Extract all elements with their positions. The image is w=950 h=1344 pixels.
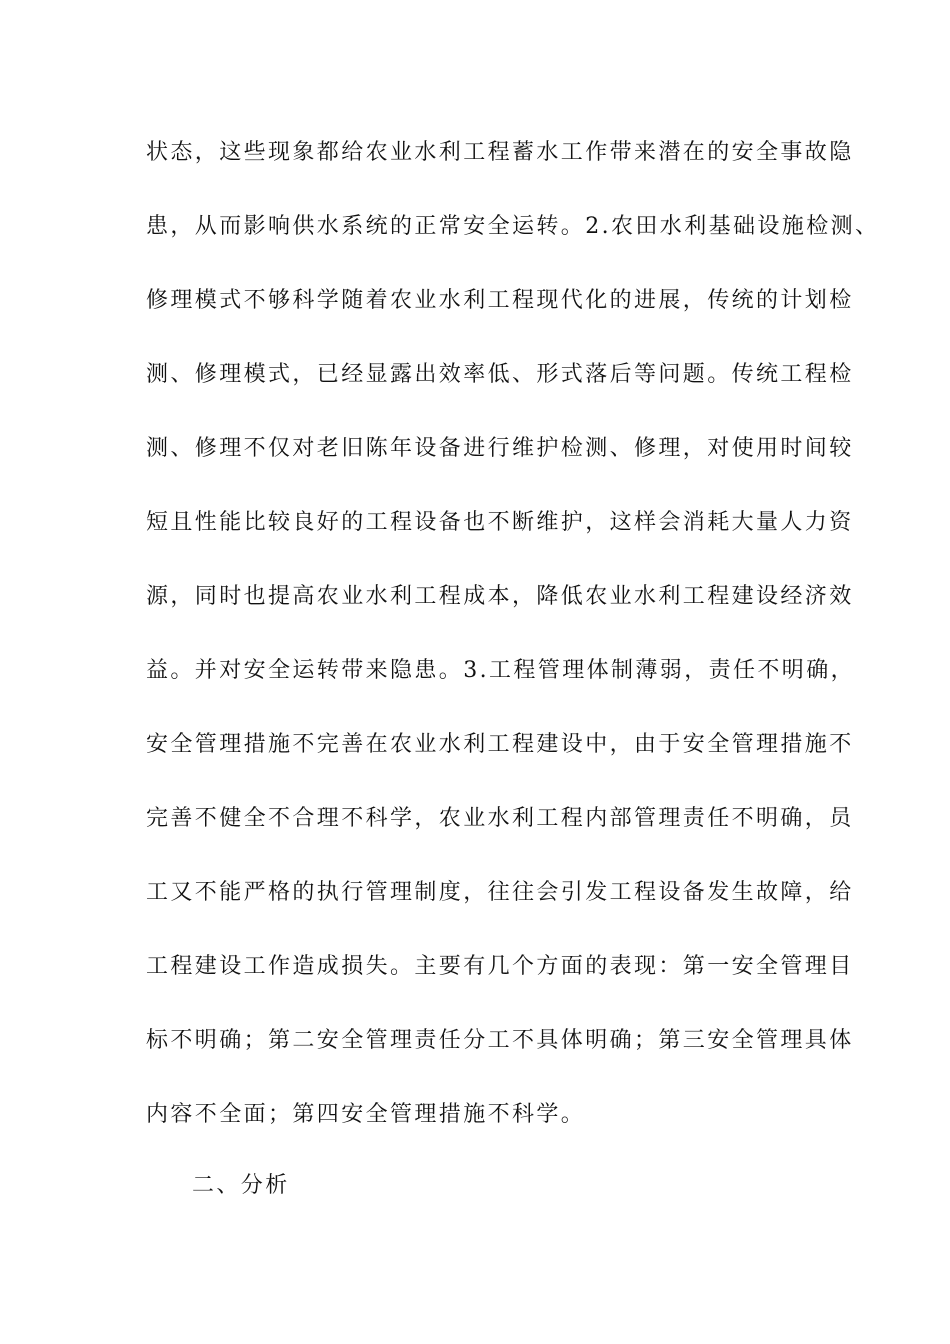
body-text-line: 完善不健全不合理不科学，农业水利工程内部管理责任不明确，员: [146, 806, 854, 831]
body-text-line: 益。并对安全运转带来隐患。3.工程管理体制薄弱，责任不明确，: [146, 658, 855, 683]
body-text-line: 状态，这些现象都给农业水利工程蓄水工作带来潜在的安全事故隐: [146, 140, 854, 165]
body-text-line: 安全管理措施不完善在农业水利工程建设中，由于安全管理措施不: [146, 732, 854, 757]
body-text-line: 修理模式不够科学随着农业水利工程现代化的进展，传统的计划检: [146, 288, 854, 313]
body-text-line: 测、修理模式，已经显露出效率低、形式落后等问题。传统工程检: [146, 362, 854, 387]
body-text-line: 工又不能严格的执行管理制度，往往会引发工程设备发生故障，给: [146, 880, 854, 905]
body-text-line: 患，从而影响供水系统的正常安全运转。2.农田水利基础设施检测、: [146, 214, 880, 239]
body-text-line: 内容不全面；第四安全管理措施不科学。: [146, 1102, 586, 1127]
body-text-line: 测、修理不仅对老旧陈年设备进行维护检测、修理，对使用时间较: [146, 436, 854, 461]
section-heading: 二、分析: [192, 1173, 290, 1198]
body-text-line: 源，同时也提高农业水利工程成本，降低农业水利工程建设经济效: [146, 584, 854, 609]
body-text-line: 标不明确；第二安全管理责任分工不具体明确；第三安全管理具体: [146, 1028, 854, 1053]
body-text-line: 短且性能比较良好的工程设备也不断维护，这样会消耗大量人力资: [146, 510, 854, 535]
body-text-line: 工程建设工作造成损失。主要有几个方面的表现：第一安全管理目: [146, 954, 854, 979]
